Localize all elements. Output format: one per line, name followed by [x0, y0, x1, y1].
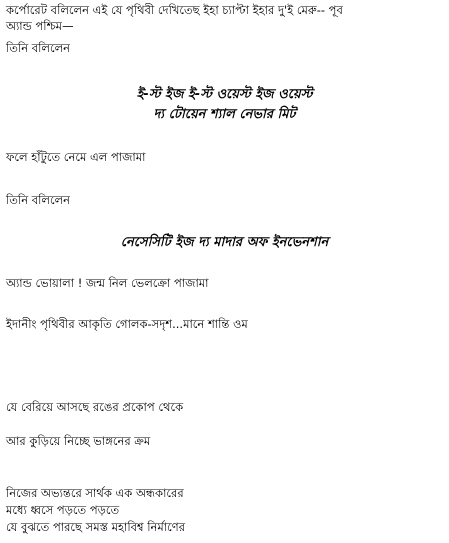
poem-line-14: মধ্যে ধ্বসে পড়তে পড়তে — [6, 503, 120, 517]
poem-line-15: যে বুঝতে পারছে সমস্ত মহাবিশ্ব নির্মাণের — [6, 520, 186, 534]
quote-line-2: দ্য টোয়েন শ্যাল নেভার মিট — [153, 107, 296, 122]
poem-line-3: তিনি বলিলেন — [6, 41, 71, 55]
quote-line-3: নেসেসিটি ইজ দ্য মাদার অফ ইনভেনশান — [120, 235, 329, 250]
quote-line-1: ই-স্ট ইজ ই-স্ট ওয়েস্ট ইজ ওয়েস্ট — [136, 87, 313, 102]
poem-line-13: নিজের অভ্যন্তরে সার্থক এক অন্ধকারের — [6, 486, 184, 500]
poem-line-7: তিনি বলিলেন — [6, 193, 71, 207]
poem-line-1: কর্পোরেট বলিলেন এই যে পৃথিবী দেখিতেছ ইহা চ্যাপ্টা ইহার দু'ই মেরু-- পূব — [6, 3, 343, 17]
poem-line-10: ইদানীং পৃথিবীর আকৃতি গোলক-সদৃশ...মানে শান্তি ওম — [6, 317, 248, 331]
poem-line-11: যে বেরিয়ে আসছে রঙের প্রকোপ থেকে — [6, 400, 184, 414]
poem-line-12: আর কুড়িয়ে নিচ্ছে ভাঙ্গনের ক্রম — [6, 434, 151, 448]
poem-line-9: অ্যান্ড ভোয়ালা ! জন্ম নিল ভেলক্রো পাজামা — [6, 276, 209, 290]
poem-line-6: ফলে হাঁটুতে নেমে এল পাজামা — [6, 150, 146, 164]
poem-line-2: অ্যান্ড পশ্চিম— — [6, 19, 74, 33]
